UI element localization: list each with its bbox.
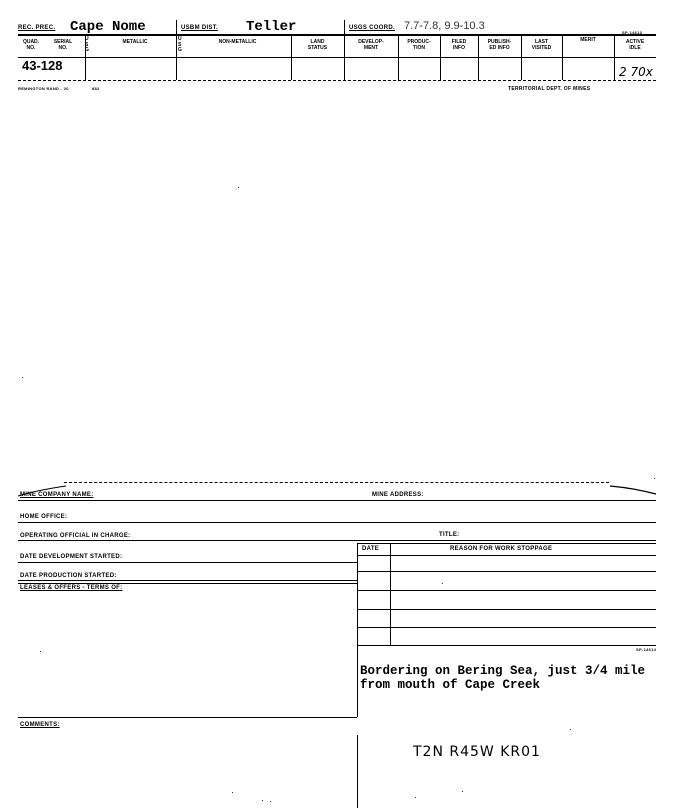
col-active-idle: ACTIVE IDLE xyxy=(625,39,645,51)
form-number-bottom: SP-14614 xyxy=(636,647,657,652)
home-office-rule xyxy=(18,522,656,523)
speck xyxy=(238,187,239,188)
operating-official-label: OPERATING OFFICIAL IN CHARGE: xyxy=(20,533,131,539)
mine-company-label: MINE COMPANY NAME: xyxy=(20,492,94,498)
location-note-line2: from mouth of Cape Creek xyxy=(360,678,541,692)
speck xyxy=(22,377,23,378)
title-label: TITLE: xyxy=(439,532,460,538)
speck xyxy=(415,797,416,798)
stoppage-top-rule xyxy=(357,543,656,544)
stoppage-date-divider xyxy=(390,543,391,645)
speck xyxy=(262,800,263,801)
stoppage-row-rule xyxy=(357,590,656,591)
date-dev-rule xyxy=(18,562,357,563)
col-merit: MERIT xyxy=(580,37,596,43)
speck xyxy=(40,651,41,652)
col-metallic: METALLIC xyxy=(122,39,148,45)
header-rule xyxy=(18,34,656,36)
col-development: DEVELOP- MENT xyxy=(358,39,384,51)
department-label: TERRITORIAL DEPT. OF MINES xyxy=(508,86,591,92)
rec-prec-label: REC. PREC. xyxy=(18,25,56,31)
col-production: PRODUC- TION xyxy=(407,39,431,51)
active-idle-mark: 2 70x xyxy=(619,65,653,79)
reason-col-label: REASON FOR WORK STOPPAGE xyxy=(450,546,553,552)
printer-code: 882 xyxy=(92,86,100,91)
date-prod-rule xyxy=(18,580,357,581)
usgs-coord-label: USGS COORD. xyxy=(349,25,395,31)
subheader-rule xyxy=(18,57,656,58)
col-quad-no: QUAD. NO. xyxy=(22,39,40,51)
leases-top-rule xyxy=(18,583,357,584)
location-note-line1: Bordering on Bering Sea, just 3/4 mile xyxy=(360,664,646,678)
speck xyxy=(232,792,233,793)
speck xyxy=(270,801,271,802)
col-usg-right: U S G xyxy=(178,36,182,53)
township-handwriting: T2N R45W KR01 xyxy=(413,744,541,760)
separator-curves xyxy=(18,480,658,500)
col-divider xyxy=(176,20,177,80)
comments-label: COMMENTS: xyxy=(20,722,60,728)
mine-company-rule xyxy=(18,500,656,501)
form-number-top: SP-14613 xyxy=(622,30,643,35)
speck xyxy=(654,478,655,479)
col-last-visited: LAST VISITED xyxy=(531,39,552,51)
mine-address-label: MINE ADDRESS: xyxy=(372,492,424,498)
usbm-dist-label: USBM DIST. xyxy=(181,25,219,31)
stoppage-left-border xyxy=(357,543,358,717)
speck xyxy=(442,583,443,584)
date-prod-label: DATE PRODUCTION STARTED: xyxy=(20,573,117,579)
comments-right-border xyxy=(357,735,358,808)
col-filed-info: FILED INFO xyxy=(451,39,467,51)
date-col-label: DATE xyxy=(362,546,380,552)
col-land-status: LAND STATUS xyxy=(307,39,328,51)
stoppage-row-rule xyxy=(357,571,656,572)
col-published-info: PUBLISH- ED INFO xyxy=(487,39,512,51)
col-serial-no: SERIAL NO. xyxy=(53,39,73,51)
col-usg-left: U S G xyxy=(85,36,89,53)
stoppage-header-rule xyxy=(357,555,656,556)
stoppage-bottom-rule xyxy=(357,645,656,646)
date-dev-label: DATE DEVELOPMENT STARTED: xyxy=(20,554,123,560)
home-office-label: HOME OFFICE: xyxy=(20,514,68,520)
operating-official-rule xyxy=(18,540,656,541)
speck xyxy=(570,729,571,730)
quad-value: 43-128 xyxy=(22,58,63,73)
printer-label: REMINGTON RAND - 20 xyxy=(18,86,69,91)
usbm-dist-value: Teller xyxy=(246,19,297,35)
card-bottom-rule xyxy=(18,80,656,81)
speck xyxy=(462,791,463,792)
leases-label: LEASES & OFFERS - TERMS OF: xyxy=(20,585,123,591)
comments-top-rule xyxy=(18,717,357,718)
stoppage-row-rule xyxy=(357,627,656,628)
col-non-metallic: NON-METALLIC xyxy=(218,39,257,45)
rec-prec-value: Cape Nome xyxy=(70,19,146,35)
usgs-coord-value: 7.7-7.8, 9.9-10.3 xyxy=(404,20,485,32)
stoppage-row-rule xyxy=(357,609,656,610)
